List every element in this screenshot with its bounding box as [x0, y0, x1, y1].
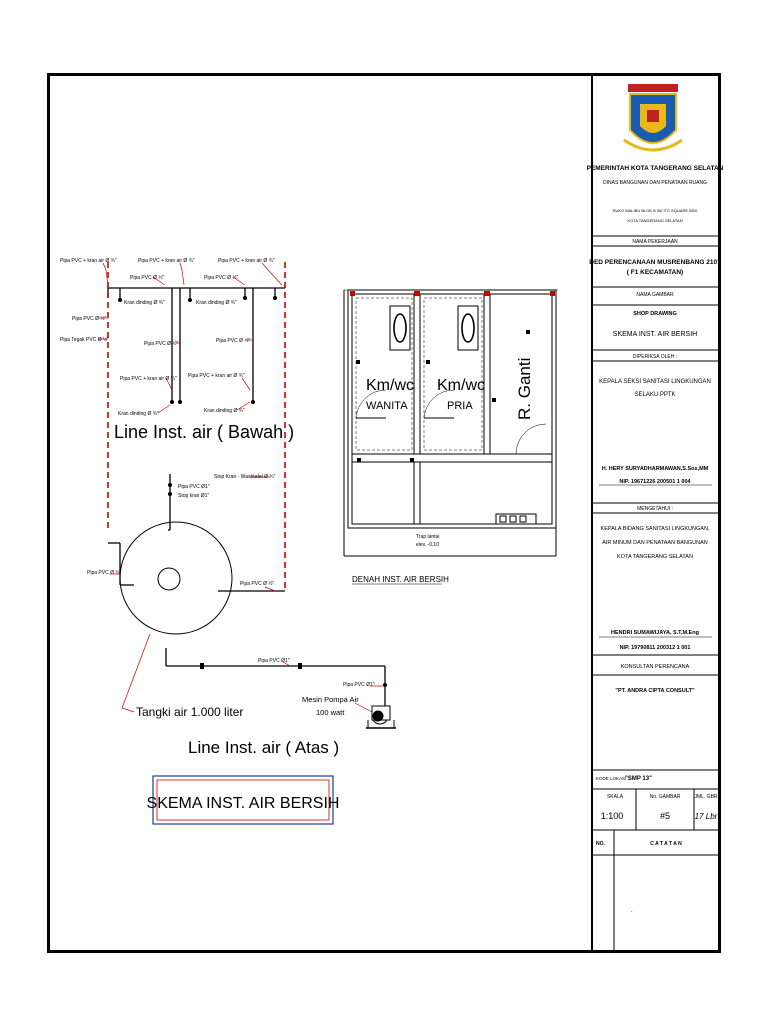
pipe-label: Stop kran Ø1"	[178, 493, 210, 499]
konsultan-label: KONSULTAN PERENCANA	[620, 664, 690, 670]
room-title-wanita: Km/wc	[366, 377, 414, 394]
pipe-label: Pipa PVC Ø1"	[178, 484, 210, 490]
pipe-label: Pipa PVC + kran air Ø ¾"	[188, 373, 245, 379]
kran-label: Kran dinding Ø ¾"	[124, 300, 165, 306]
kran-label: Kran dinding Ø ¾"	[196, 300, 237, 306]
pipe-label: Pipa PVC + kran air Ø ¾"	[218, 258, 275, 264]
kode-lokasi-value: "SMP 13"	[625, 776, 652, 782]
pipe-label: Pipa PVC Ø ½"	[130, 275, 165, 281]
shop-drawing-label: SHOP DRAWING	[633, 311, 677, 317]
no-column-label: NO.	[596, 841, 605, 847]
plan-caption: DENAH INST. AIR BERSIH	[352, 575, 449, 584]
pipe-label: Pipa PVC Ø1"	[258, 658, 290, 664]
pipe-label: Pipa PVC Ø ½"	[240, 581, 275, 587]
pump-label-2: 100 watt	[316, 708, 345, 717]
pipe-label: Pipa PVC + kran air Ø ¾"	[138, 258, 195, 264]
pipe-labels-atas	[87, 474, 375, 688]
pipe-label: Pipa PVC + kran air Ø ¾"	[120, 376, 177, 382]
approver-nip: NIP. 19790811 200312 1 001	[619, 645, 691, 651]
no-gambar-value: #5	[659, 811, 671, 821]
drawing-name: SKEMA INST. AIR BERSIH	[612, 331, 698, 338]
catatan-label: C A T A T A N	[650, 841, 682, 847]
red-leader-lines-atas	[110, 574, 385, 712]
gov-name: PEMERINTAH KOTA TANGERANG SELATAN	[586, 165, 724, 172]
gov-address-2: KOTA TANGERANG SELATAN	[627, 218, 683, 223]
pipe-label: Pipa PVC Ø1"	[343, 682, 375, 688]
gov-address-1: RUKO MALIBU BLOK B 95/ ITC SQUARE BSD	[612, 208, 698, 213]
schema-title: SKEMA INST. AIR BERSIH	[146, 795, 340, 812]
pipe-label: Pipa PVC Ø ½"	[87, 570, 122, 576]
pump-label-1: Mesin Pompa Air	[302, 695, 359, 704]
pipe-schematic-atas	[108, 474, 385, 710]
gov-dept: DINAS BANGUNAN DAN PENATAAN RUANG	[603, 180, 707, 186]
level-label-2: elev. -0,10	[416, 542, 439, 548]
konsultan-name: "PT. ANDRA CIPTA CONSULT"	[615, 688, 695, 694]
diperiksa-label: DIPERIKSA OLEH :	[632, 354, 678, 360]
water-tank-outline	[120, 522, 232, 634]
nama-pekerjaan-label: NAMA PEKERJAAN	[632, 239, 678, 245]
government-logo	[624, 84, 682, 150]
approver-title-1: KEPALA BIDANG SANITASI LINGKUNGAN,	[600, 526, 710, 532]
jml-gbr-value: 17 Lbr	[694, 812, 718, 821]
line-bawah-heading: Line Inst. air ( Bawah )	[114, 422, 295, 442]
floor-plan	[344, 290, 560, 556]
schema-title-box	[147, 776, 340, 824]
tank-label: Tangki air 1.000 liter	[136, 705, 244, 719]
skala-value: 1:100	[600, 811, 624, 821]
approver-title-2: AIR MINUM DAN PENATAAN BANGUNAN	[602, 540, 708, 546]
pipe-label: Pipa PVC Ø ½"	[216, 338, 251, 344]
room-sub-pria: PRIA	[447, 400, 473, 412]
line-atas-heading: Line Inst. air ( Atas )	[188, 738, 340, 757]
pipe-label: Pipa PVC Ø ½"	[144, 341, 179, 347]
approver-name: HENDRI SUMAWIJAYA, S.T,M.Eng	[611, 630, 699, 636]
room-title-pria: Km/wc	[437, 377, 485, 394]
checker-title-1: KEPALA SEKSI SANITASI LINGKUNGAN	[599, 379, 711, 385]
pipe-label: Pipa PVC Ø ½"	[204, 275, 239, 281]
floor-plan-fixtures	[356, 330, 530, 462]
pipe-label: Stop Kran - Washtafel Ø ¾"	[214, 474, 276, 480]
kran-label: Kran dinding Ø ¾"	[204, 408, 245, 414]
stop-kran-markers	[168, 483, 387, 687]
title-block-text	[587, 165, 724, 914]
note-mark: .	[631, 908, 633, 914]
pipe-label: Pipa PVC + kran air Ø ¾"	[60, 258, 117, 264]
checker-nip: NIP. 19671226 200501 1 004	[619, 479, 691, 485]
no-gambar-label: No. GAMBAR	[649, 794, 681, 800]
jml-gbr-label: JML. GBR	[694, 794, 718, 800]
nama-gambar-label: NAMA GAMBAR	[636, 292, 674, 298]
level-label-1: Trap lantai	[416, 534, 440, 540]
kran-label: Kran dinding Ø ¾"	[118, 411, 159, 417]
pipe-label: Pipa Tegak PVC Ø ½"	[60, 337, 109, 343]
checker-name: H. HERY SURYADHARMAWAN,S.Sos,MM	[601, 466, 709, 472]
skala-label: SKALA	[606, 794, 624, 800]
room-sub-wanita: WANITA	[366, 400, 408, 412]
kode-lokasi-label: KODE LOKASI :	[596, 776, 629, 781]
project-name-2: ( F1 KECAMATAN)	[626, 269, 684, 276]
checker-title-2: SELAKU PPTK	[634, 392, 676, 398]
pipe-label: Pipa PVC Ø ½"	[72, 316, 107, 322]
project-name-1: DED PERENCANAAN MUSRENBANG 2107	[589, 259, 721, 266]
approver-title-3: KOTA TANGERANG SELATAN	[617, 554, 693, 560]
pump-symbol	[366, 706, 396, 728]
pipe-labels-bawah	[60, 258, 275, 417]
tank-inlet	[158, 568, 180, 590]
room-ganti: R. Ganti	[515, 357, 534, 420]
mengetahui-label: MENGETAHUI :	[637, 506, 673, 512]
